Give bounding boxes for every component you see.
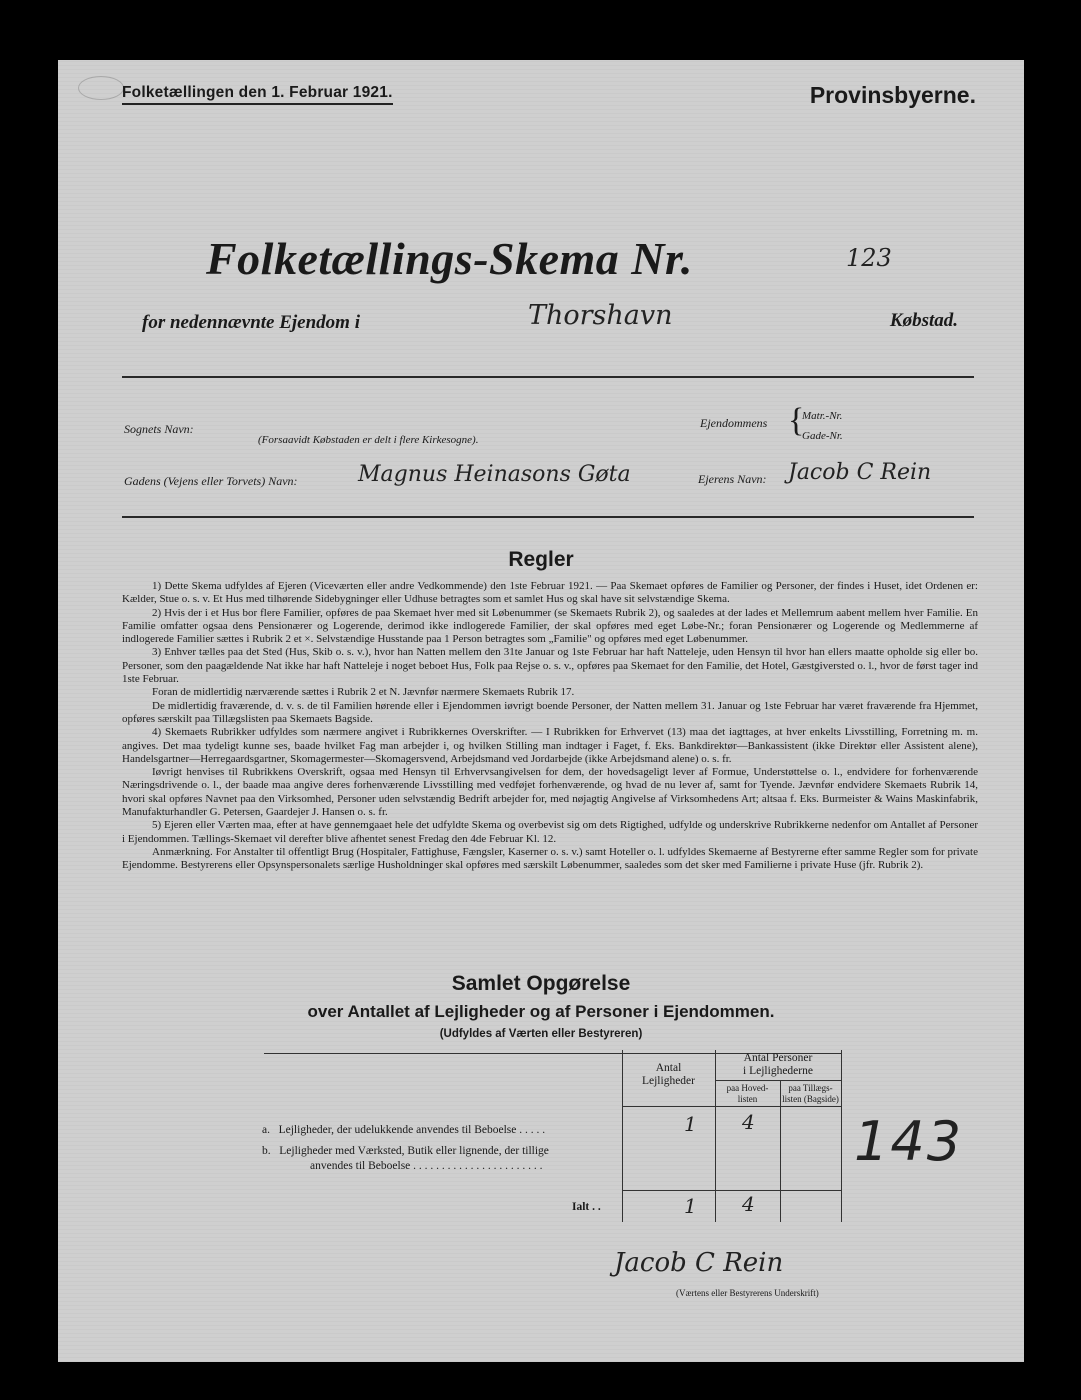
col-header-line: paa Tillægs- <box>788 1083 833 1093</box>
street-label: Gadens (Vejens eller Torvets) Navn: <box>124 474 298 488</box>
total-persons-value: 4 <box>742 1192 755 1216</box>
property-number-labels <box>802 406 843 446</box>
form-title: Folketællings-Skema Nr. <box>206 233 693 284</box>
col-header-supplement-list <box>780 1083 841 1105</box>
table-col-line <box>841 1050 842 1222</box>
rule-paragraph: Iøvrigt henvises til Rubrikkens Overskrift, ogsaa med Hensyn til Erhvervsangivelsen for dem, der hovedsageligt lever af Formue, Understøttelse o. l., endvidere for forhenværende Næringsdrivende o. l., der baade maa angive deres forhenværende Livsstilling med vedføjet forhenværende, og hvad de nu lever af, samt for Tyende. Jævnfør endvidere Skemaets Rubrik 14, hvori skal opføres Navnet paa den Virksomhed, Personer uden selvstændig Bedrift arbejder for, med nøjagtig Angivelse af Virksomhedens Art; altsaa f. Eks. Burmeister & Wains Maskinfabrik, Manufakturhandler G. Petersen, Gaardejer J. Hansen o. s. fr. <box>122 766 978 819</box>
col-header-line: listen (Bagside) <box>782 1094 839 1104</box>
row-a-persons-value: 4 <box>742 1110 755 1134</box>
divider-top <box>122 376 974 378</box>
matr-label: Matr.-Nr. <box>802 410 843 422</box>
margin-note-handwritten: 143 <box>854 1110 964 1173</box>
row-b-text-cont: anvendes til Beboelse . . . . . . . . . . . . . . . . . . . . . . . <box>310 1160 543 1172</box>
parish-label: Sognets Navn: <box>124 422 194 436</box>
row-b-text: Lejligheder med Værksted, Butik eller lignende, der tillige <box>279 1145 549 1157</box>
summary-subheading: over Antallet af Lejligheder og af Personer i Ejendommen. <box>307 1002 775 1021</box>
census-date-header: Folketællingen den 1. Februar 1921. <box>122 84 393 105</box>
rule-paragraph: 4) Skemaets Rubrikker udfyldes som nærmere angivet i Rubrikkernes Overskrifter. — I Rubrikken for Erhvervet (13) maa det iagttages, at hver enkelts Livsstilling, Forretning m. m. angives. Det maa tydeligt kunne ses, baade hvilket Fag man arbejder i, og hvilken Stilling man indtager i Faget, f. Eks. Bankdirektør—Bankassistent (ikke Direktør eller Assistent alene), Handelsgartner—Herregaardsgartner, Skomagermester—Skomagersvend, Arbejdsmand ved Jordarbejde (ikke Arbejdsmand alene) o. s. fr. <box>122 726 978 765</box>
col-header-line: paa Hoved- <box>726 1083 769 1093</box>
town-handwritten: Thorshavn <box>528 300 673 331</box>
region-header: Provinsbyerne. <box>809 82 976 108</box>
owner-label: Ejerens Navn: <box>698 472 767 486</box>
street-number-label: Gade-Nr. <box>802 430 843 442</box>
rule-paragraph: De midlertidig fraværende, d. v. s. de til Familien hørende eller i Ejendommen iøvrigt boende Personer, der Natten mellem 31. Januar og 1ste Februar har været fraværende fra Hjemmet, opføres særskilt paa Tillægslisten paa Skemaets Bagside. <box>122 699 978 725</box>
summary-heading: Samlet Opgørelse <box>451 972 631 995</box>
property-line-prefix: for nedennævnte Ejendom i <box>142 312 360 333</box>
rule-paragraph: Foran de midlertidig nærværende sættes i Rubrik 2 et N. Jævnfør nærmere Skemaets Rubrik 17. <box>152 686 575 699</box>
parish-note: (Forsaavidt Købstaden er delt i flere Kirkesogne). <box>258 434 479 446</box>
col-header-apartments <box>622 1062 715 1088</box>
col-header-main-list <box>715 1083 780 1105</box>
col-header-line: i Lejlighederne <box>743 1065 813 1077</box>
street-handwritten: Magnus Heinasons Gøta <box>358 462 631 487</box>
owner-handwritten: Jacob C Rein <box>788 460 932 485</box>
summary-table <box>622 1050 842 1222</box>
total-label: Ialt . . <box>572 1201 601 1213</box>
table-header-rule <box>622 1106 842 1107</box>
col-header-line: listen <box>737 1094 758 1104</box>
signature-caption: (Værtens eller Bestyrerens Underskrift) <box>676 1288 819 1298</box>
rule-paragraph: 3) Enhver tælles paa det Sted (Hus, Skib o. s. v.), hvor han Natten mellem den 31te Januar og 1ste Februar har haft Natteleje, uden Hensyn til hvor han ellers maatte opholde sig eller bo. Personer, som den paagældende Nat ikke har haft Natteleje i noget beboet Hus, Folk paa Rejse o. s. v., opføres paa Skemaet for den Familie, det Hotel, Gæstgiversted o. l., hvor de først tager ind 1ste Februar. <box>122 646 978 686</box>
rule-paragraph: 5) Ejeren eller Værten maa, efter at have gennemgaaet hele det udfyldte Skema og overbevist sig om dets Rigtighed, udfylde og underskrive Rubrikkerne nedenfor om Antallet af Personer i Ejendommen. Tællings-Skemaet vil derefter blive afhentet senest Fredag den 4de Februar Kl. 12. <box>122 819 978 845</box>
signature-handwritten: Jacob C Rein <box>614 1248 784 1278</box>
rules-heading: Regler <box>508 548 574 571</box>
census-form-page <box>58 60 1024 1362</box>
property-line-suffix: Købstad. <box>889 310 958 331</box>
schema-number-handwritten: 123 <box>846 244 892 272</box>
col-header-persons <box>715 1052 841 1078</box>
rule-paragraph: Anmærkning. For Anstalter til offentligt Brug (Hospitaler, Fattighuse, Fængsler, Kaserner o. s. v.) samt Hoteller o. l. udfyldes Skemaerne af Bestyrerne efter samme Regler som for private Ejendomme. Bestyrerens eller Opsynspersonalets særlige Husholdninger skal opføres med særskilt Løbenummer, saaledes som det sker med Familierne i private Huse (jfr. Rubrik 2). <box>122 845 978 872</box>
property-label: Ejendommens <box>700 416 768 430</box>
row-b-label <box>262 1144 549 1174</box>
archive-stamp-mark <box>78 76 124 100</box>
row-a-label <box>262 1124 545 1136</box>
rule-paragraph: 2) Hvis der i et Hus bor flere Familier, opføres de paa Skemaet hver med sit Løbenummer (se Skemaets Rubrik 2), og saaledes at der lades et Mellemrum aabent mellem hver Familie. En Familie omfatter ogsaa dens Pensionærer og Logerende, derimod ikke indlogerede Familier, der skal opføres med eget Løbe-Nr.; foran Pensionærer og Logerende og Medlemmerne af indlogerede Familier sættes i Rubrik 2 et ×. Selvstændige Husstande paa 1 Person betragtes som „Familie" og opføres med eget Løbenummer. <box>122 606 978 646</box>
col-header-line: Antal Personer <box>743 1052 813 1064</box>
table-subheader-rule <box>715 1080 842 1081</box>
summary-note: (Udfyldes af Værten eller Bestyreren) <box>439 1028 643 1040</box>
row-a-text: Lejligheder, der udelukkende anvendes til Beboelse . . . . . <box>278 1124 546 1136</box>
col-header-line: Antal <box>655 1062 682 1074</box>
rules-text <box>122 580 978 873</box>
table-total-rule <box>622 1190 842 1191</box>
total-apartments-value: 1 <box>684 1194 697 1218</box>
divider-middle <box>122 516 974 518</box>
row-a-apartments-value: 1 <box>684 1112 697 1136</box>
col-header-line: Lejligheder <box>641 1075 695 1087</box>
brace-symbol: { <box>788 402 805 439</box>
rule-paragraph: 1) Dette Skema udfyldes af Ejeren (Viceværten eller andre Vedkommende) den 1ste Februar 1921. — Paa Skemaet opføres de Familier og Personer, der findes i Huset, idet Ordenen er: Kælder, Stue o. s. v. Et Hus med tilhørende Sidebygninger eller Udhuse betragtes som et samlet Hus og skal have sit selvstændige Skema. <box>122 580 978 606</box>
row-a-letter: a. <box>262 1124 270 1136</box>
row-b-letter: b. <box>262 1145 271 1157</box>
